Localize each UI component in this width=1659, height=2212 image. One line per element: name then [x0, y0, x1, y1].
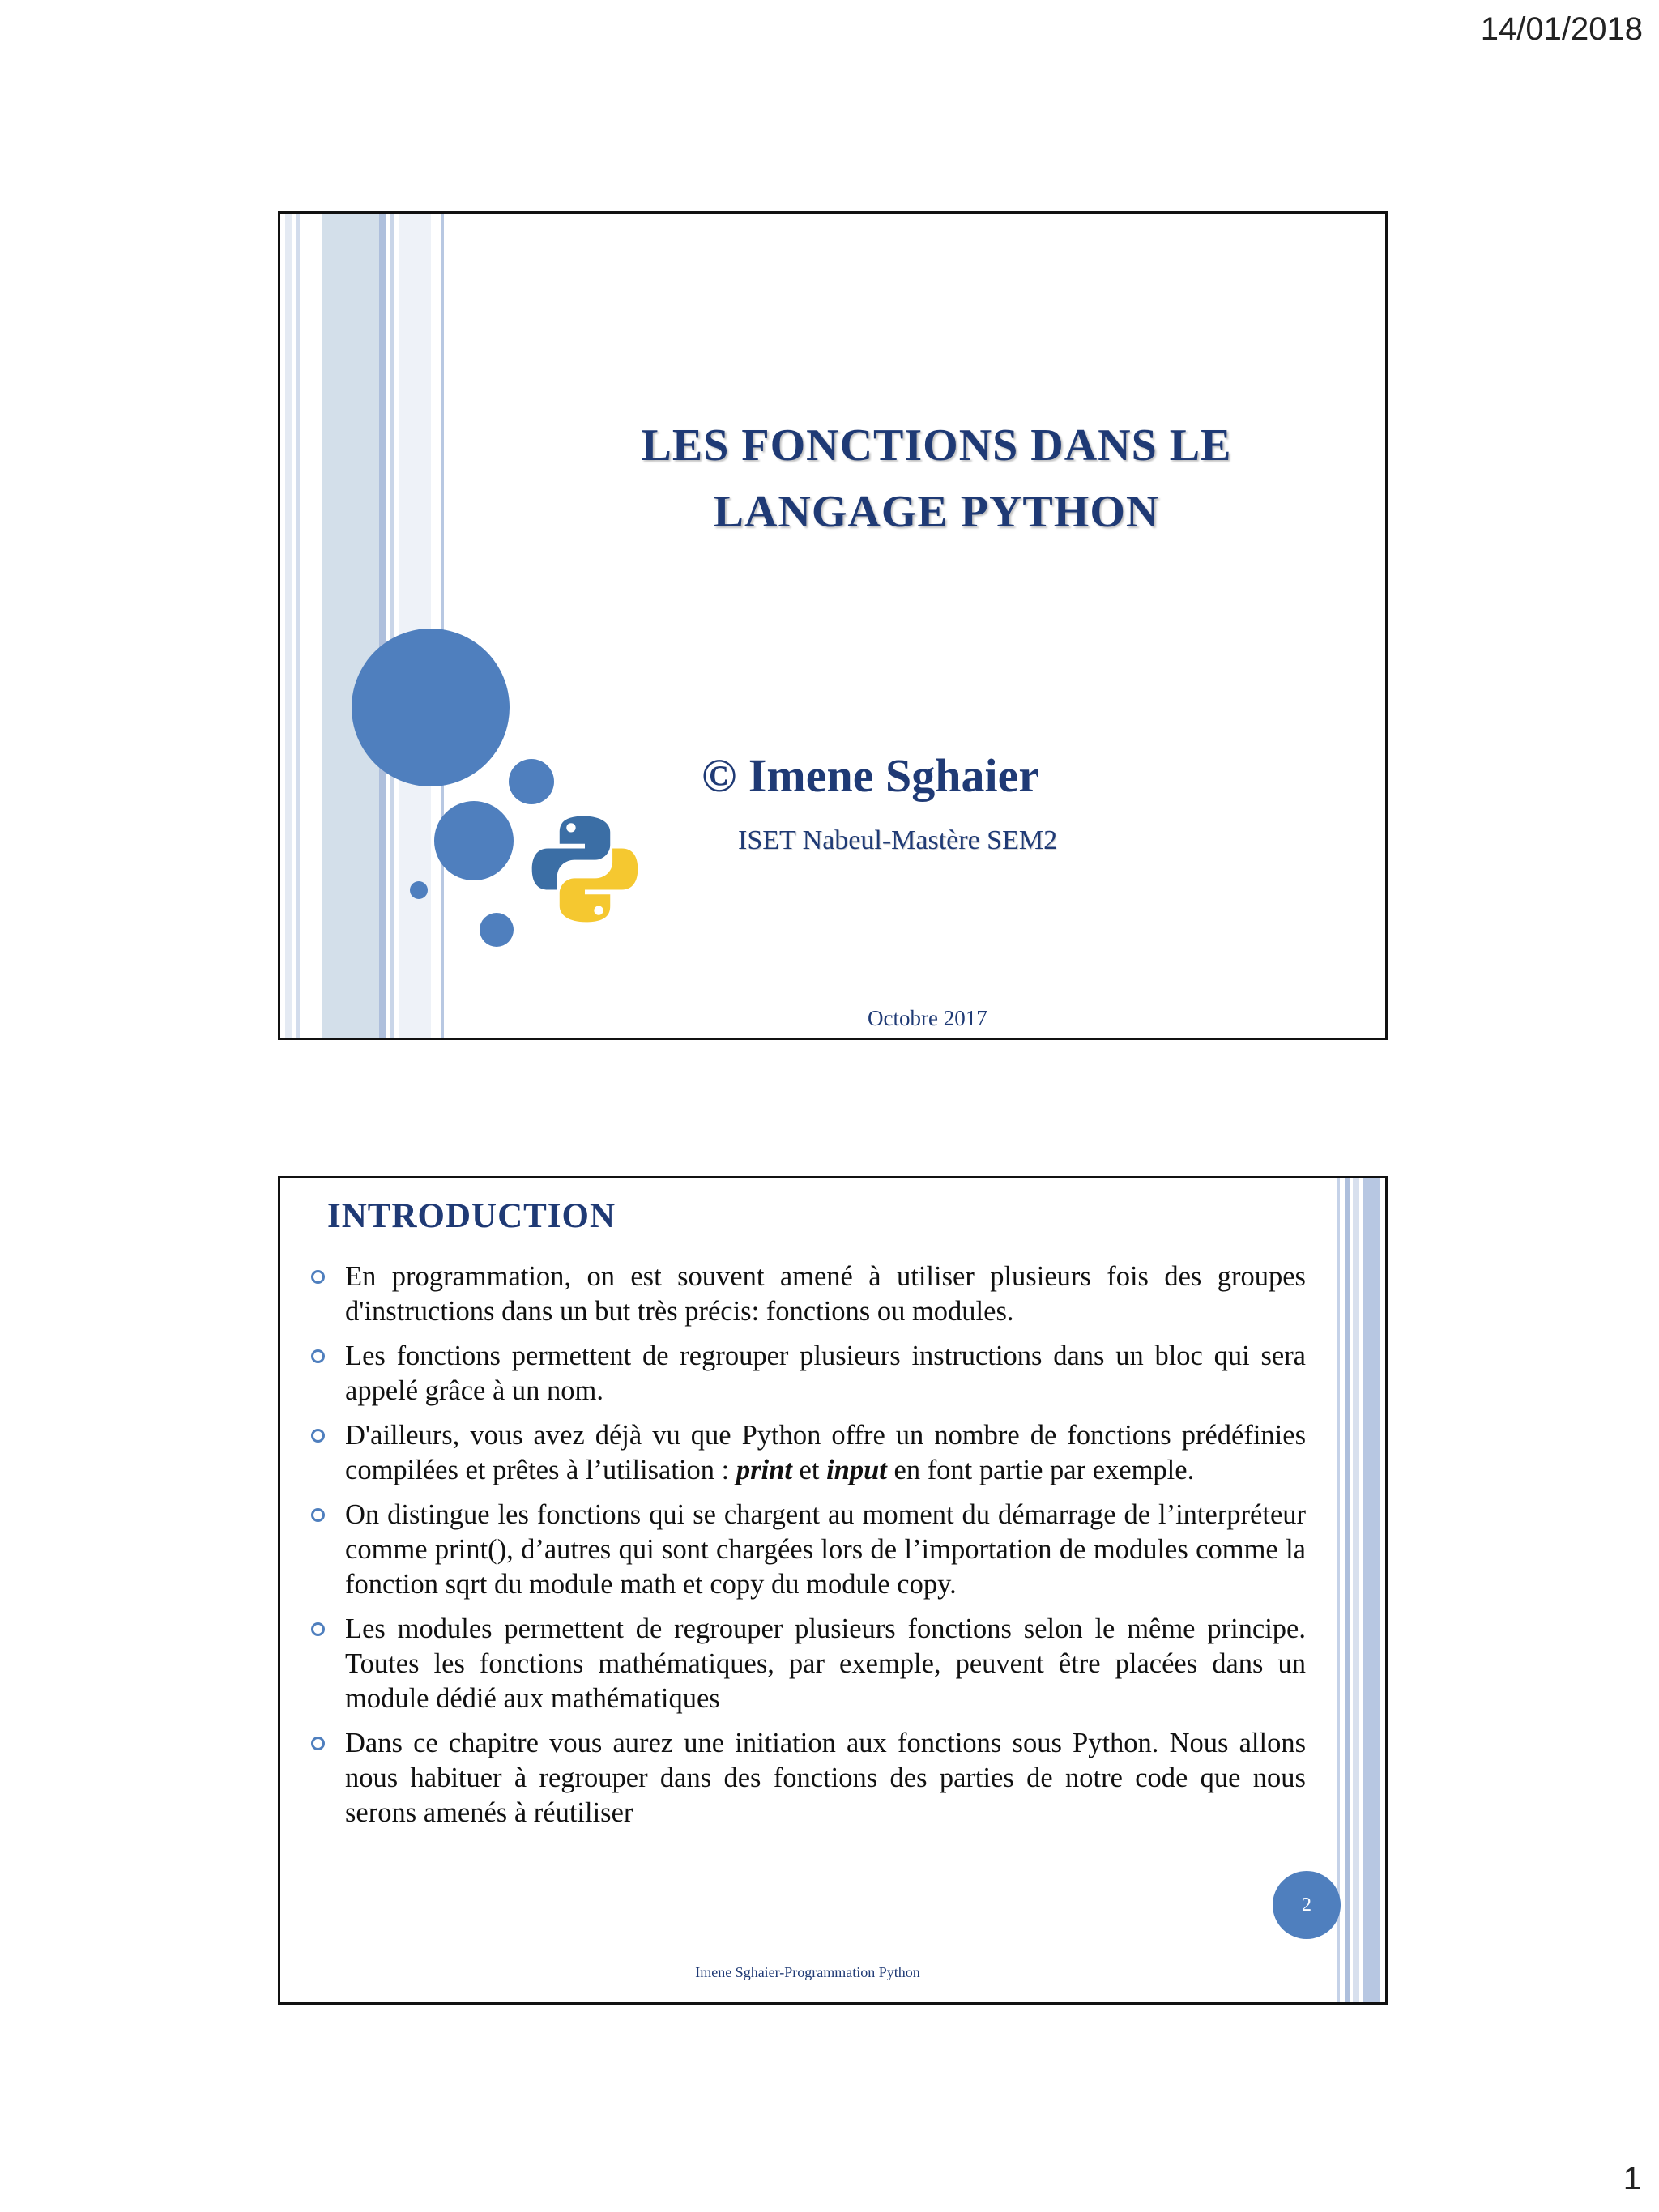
decorative-circle-small — [509, 759, 554, 804]
list-item — [309, 1726, 1306, 1831]
list-item — [309, 1612, 1306, 1716]
list-item — [309, 1498, 1306, 1602]
bullet-circle-icon — [311, 1737, 325, 1750]
decorative-circle-small — [480, 913, 514, 947]
list-item — [309, 1418, 1306, 1488]
bullet-text: et — [791, 1455, 827, 1485]
institution-label: ISET Nabeul-Mastère SEM2 — [738, 825, 1058, 855]
bullet-text: Dans ce chapitre vous aurez une initiation aux fonctions sous Python. Nous allons nous habituer à regrouper dans des fonctions des parties de notre code que nous serons amenés à réutiliser — [345, 1728, 1306, 1828]
bullet-text: On distingue les fonctions qui se chargent au moment du démarrage de l’interpréteur comme print(), d’autres qui sont chargées lors de l’importation de modules comme la fonction sqrt du module math et copy du module copy. — [345, 1499, 1306, 1600]
decorative-stripe — [322, 214, 379, 1038]
list-item — [309, 1259, 1306, 1329]
slide-title-line-2: LANGAGE PYTHON — [713, 487, 1160, 537]
slide-number-badge: 2 — [1273, 1871, 1341, 1939]
bullet-text: En programmation, on est souvent amené à utiliser plusieurs fois des groupes d'instructions dans un but très précis: fonctions ou modules. — [345, 1261, 1306, 1327]
slide-footer: Imene Sghaier-Programmation Python — [695, 1964, 920, 1980]
title-slide — [278, 211, 1388, 1040]
bullet-list — [309, 1259, 1306, 1840]
bullet-text: D'ailleurs, vous avez déjà vu que Python offre un nombre de fonctions prédéfinies compilées et prêtes à l’utilisation : — [345, 1420, 1306, 1485]
page-date: 14/01/2018 — [1480, 11, 1643, 47]
decorative-stripe — [296, 214, 300, 1038]
bullet-circle-icon — [311, 1349, 325, 1363]
bullet-circle-icon — [311, 1508, 325, 1522]
decorative-circle-medium — [434, 801, 514, 880]
slide-title-line-1: LES FONCTIONS DANS LE — [641, 420, 1232, 471]
page-number: 1 — [1623, 2161, 1641, 2197]
decorative-circle-large — [352, 629, 510, 786]
decorative-stripe — [1363, 1178, 1380, 2002]
slide-date: Octobre 2017 — [868, 1006, 987, 1030]
decorative-stripe — [1337, 1178, 1340, 2002]
keyword-print: print — [736, 1455, 792, 1485]
introduction-slide — [278, 1176, 1388, 2005]
bullet-text: Les modules permettent de regrouper plusieurs fonctions selon le même principe. Toutes les fonctions mathématiques, par exemple, peuvent être placées dans un module dédié aux mathématiques — [345, 1613, 1306, 1714]
bullet-circle-icon — [311, 1270, 325, 1284]
decorative-stripe — [1353, 1178, 1359, 2002]
slide-title — [548, 412, 1325, 545]
bullet-circle-icon — [311, 1429, 325, 1443]
bullet-text: Les fonctions permettent de regrouper plusieurs instructions dans un bloc qui sera appelé grâce à un nom. — [345, 1340, 1306, 1406]
list-item — [309, 1339, 1306, 1409]
decorative-stripe — [390, 214, 394, 1038]
decorative-stripe — [399, 214, 431, 1038]
decorative-stripe — [285, 214, 292, 1038]
decorative-stripe — [1345, 1178, 1350, 2002]
python-logo-icon — [527, 812, 642, 927]
slide-heading: INTRODUCTION — [327, 1197, 616, 1235]
bullet-circle-icon — [311, 1622, 325, 1636]
author-name: © Imene Sghaier — [702, 749, 1040, 802]
keyword-input: input — [826, 1455, 887, 1485]
decorative-stripe — [441, 214, 444, 1038]
bullet-text: en font partie par exemple. — [886, 1455, 1195, 1485]
decorative-stripes — [1335, 1178, 1385, 2002]
decorative-circle-tiny — [410, 881, 428, 899]
decorative-stripe — [379, 214, 386, 1038]
